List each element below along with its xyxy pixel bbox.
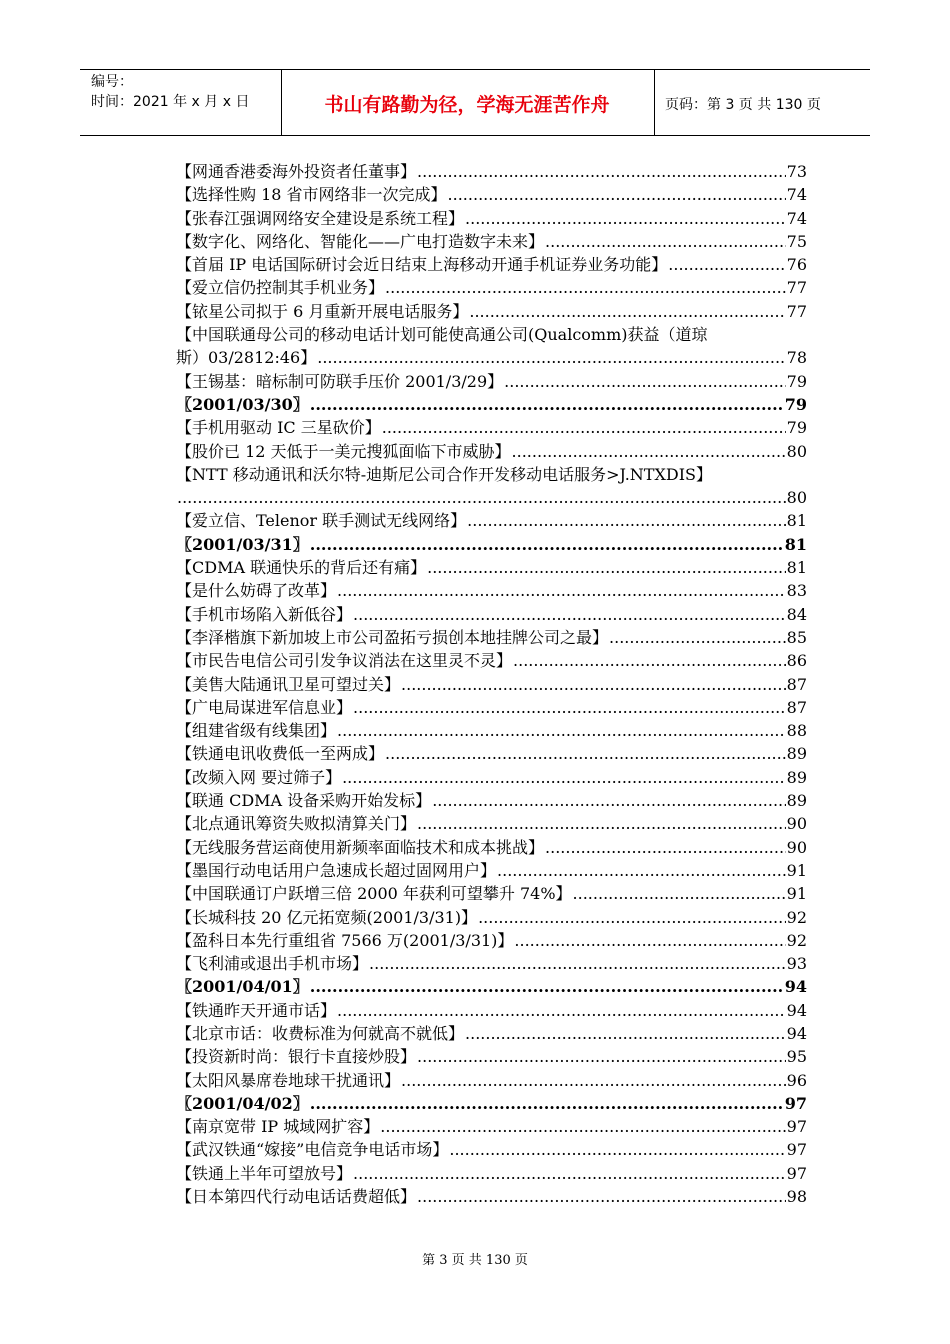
toc-entry[interactable] [176, 440, 807, 463]
toc-entry[interactable] [176, 183, 807, 206]
toc-entry-title: 【投资新时尚：银行卡直接炒股】 [176, 1047, 417, 1067]
toc-page-number: 90 [786, 837, 807, 857]
toc-entry-title: 【无线服务营运商使用新频率面临技术和成本挑战】 [176, 837, 545, 857]
toc-entry[interactable] [176, 929, 807, 952]
toc-page-number: 95 [786, 1047, 807, 1067]
toc-entry-title: 【铁通电讯收费低一至两成】 [176, 744, 385, 764]
toc-entry-row [176, 742, 807, 765]
toc-entry-row [176, 1138, 807, 1161]
toc-entry[interactable] [176, 253, 807, 276]
toc-entry-row [176, 626, 807, 649]
toc-entry[interactable] [176, 789, 807, 812]
toc-entry-title: 【日本第四代行动电话话费超低】 [176, 1187, 417, 1207]
toc-entry-title: 【组建省级有线集团】 [176, 721, 337, 741]
toc-entry-title: 【中国联通订户跃增三倍 2000 年获利可望攀升 74%】 [176, 884, 572, 904]
toc-leader-dots [427, 556, 786, 579]
toc-page-number: 89 [786, 791, 807, 811]
toc-entry-row [176, 276, 807, 299]
toc-page-number: 73 [786, 162, 807, 181]
header-top-rule [80, 69, 870, 70]
toc-entry[interactable] [176, 742, 807, 765]
toc-entry-row [176, 882, 807, 905]
toc-page-number: 75 [786, 231, 807, 251]
toc-page-number: 91 [786, 860, 807, 880]
toc-entry[interactable] [176, 276, 807, 299]
toc-entry-title: 【北点通讯筹资失败拟清算关门】 [176, 814, 417, 834]
toc-page-number: 93 [786, 954, 807, 974]
toc-entry[interactable] [176, 649, 807, 672]
toc-leader-dots [337, 999, 786, 1022]
toc-entry[interactable] [176, 1138, 807, 1161]
toc-entry-title: 【数字化、网络化、智能化——广电打造数字未来】 [176, 231, 545, 251]
toc-leader-dots [342, 766, 786, 789]
toc-page-number: 79 [786, 418, 807, 438]
toc-entry-row [176, 1092, 807, 1115]
toc-entry[interactable] [176, 836, 807, 859]
toc-leader-dots [310, 393, 784, 416]
header-motto: 书山有路勤为径，学海无涯苦作舟 [324, 94, 610, 116]
toc-entry-row [176, 603, 807, 626]
toc-entry-title: 〖2001/03/31〗 [176, 534, 309, 554]
toc-entry[interactable] [176, 207, 807, 230]
toc-page-number: 97 [784, 1093, 807, 1113]
toc-page-number: 79 [784, 394, 807, 414]
toc-leader-dots [417, 1045, 786, 1068]
toc-entry[interactable] [176, 160, 807, 183]
toc-entry[interactable] [176, 626, 807, 649]
toc-leader-dots [449, 1138, 785, 1161]
toc-entry-title: 【王锡基：暗标制可防联手压价 2001/3/29】 [176, 371, 504, 391]
toc-entry-row [176, 859, 807, 882]
toc-date-heading[interactable] [176, 533, 807, 556]
toc-leader-dots [512, 440, 786, 463]
toc-entry-title: 【联通 CDMA 设备采购开始发标】 [176, 791, 432, 811]
toc-leader-dots [448, 183, 786, 206]
toc-entry[interactable] [176, 766, 807, 789]
toc-page-number: 94 [786, 1000, 807, 1020]
toc-entry-row [176, 649, 807, 672]
toc-entry-title: 【飞利浦或退出手机市场】 [176, 954, 369, 974]
toc-entry-title: 【网通香港委海外投资者任董事】 [176, 162, 417, 181]
toc-entry-row [176, 836, 807, 859]
toc-page-number: 98 [786, 1187, 807, 1207]
toc-page-number: 89 [786, 744, 807, 764]
toc-leader-dots [310, 1092, 784, 1115]
toc-page-number: 97 [786, 1163, 807, 1183]
toc-entry-row [176, 1185, 807, 1208]
toc-page-number: 94 [786, 1023, 807, 1043]
toc-entry-title: 【市民告电信公司引发争议消法在这里灵不灵】 [176, 651, 513, 671]
page-info: 页码：第 3 页 共 130 页 [665, 97, 821, 113]
toc-entry-row [176, 579, 807, 602]
date-line: 时间：2021 年 x 月 x 日 [91, 94, 250, 110]
toc-entry[interactable] [176, 952, 807, 975]
toc-date-heading[interactable] [176, 1092, 807, 1115]
toc-entry-row [176, 207, 807, 230]
toc-leader-dots [668, 253, 785, 276]
toc-date-heading[interactable] [176, 393, 807, 416]
toc-leader-dots [353, 1162, 786, 1185]
toc-entry-title: 【武汉铁通“嫁接”电信竞争电话市场】 [176, 1140, 449, 1160]
toc-entry-row [176, 160, 807, 183]
toc-entry-row [176, 1115, 807, 1138]
toc-entry-row [176, 766, 807, 789]
toc-page-number: 91 [786, 884, 807, 904]
toc-entry-title-line1: 【NTT 移动通讯和沃尔特-迪斯尼公司合作开发移动电话服务>J.NTXDIS】 [176, 464, 712, 484]
toc-entry-row [176, 1162, 807, 1185]
toc-leader-dots [401, 673, 786, 696]
toc-entry-title: 【铁通上半年可望放号】 [176, 1163, 353, 1183]
toc-entry[interactable] [176, 230, 807, 253]
toc-entry[interactable] [176, 579, 807, 602]
toc-page-number: 87 [786, 674, 807, 694]
toc-leader-dots [353, 696, 786, 719]
page-footer: 第 3 页 共 130 页 [422, 1253, 528, 1268]
header-bottom-rule [80, 135, 870, 136]
table-of-contents [176, 160, 807, 1208]
toc-entry[interactable] [176, 882, 807, 905]
toc-leader-dots [465, 207, 786, 230]
toc-entry-row [176, 556, 807, 579]
toc-page-number: 97 [786, 1140, 807, 1160]
toc-entry-row [176, 929, 807, 952]
toc-page-number: 94 [784, 977, 807, 997]
header-divider-right [654, 69, 655, 136]
toc-leader-dots [432, 789, 785, 812]
toc-page-number: 96 [786, 1070, 807, 1090]
toc-entry-title: 【北京市话：收费标准为何就高不就低】 [176, 1023, 465, 1043]
toc-leader-dots [385, 276, 786, 299]
toc-entry-title: 〖2001/04/01〗 [176, 977, 309, 997]
toc-entry-row [176, 533, 807, 556]
toc-entry-title: 【太阳风暴席卷地球干扰通讯】 [176, 1070, 401, 1090]
toc-entry[interactable] [176, 673, 807, 696]
toc-entry-row [176, 952, 807, 975]
toc-entry-title: 【手机市场陷入新低谷】 [176, 604, 353, 624]
toc-entry[interactable] [176, 696, 807, 719]
toc-entry[interactable] [176, 370, 807, 393]
toc-page-number: 78 [786, 348, 807, 368]
toc-page-number: 81 [784, 534, 807, 554]
toc-entry-title: 【爱立信、Telenor 联手测试无线网络】 [176, 511, 467, 531]
toc-leader-dots [337, 579, 786, 602]
toc-leader-dots [417, 1185, 786, 1208]
toc-entry-title: 【铁通昨天开通市话】 [176, 1000, 337, 1020]
toc-entry-title: 【CDMA 联通快乐的背后还有痛】 [176, 558, 427, 578]
toc-entry-row [176, 440, 807, 463]
toc-entry[interactable] [176, 556, 807, 579]
toc-entry-title: 【张春江强调网络安全建设是系统工程】 [176, 208, 465, 228]
toc-leader-dots [609, 626, 786, 649]
toc-entry[interactable] [176, 719, 807, 742]
toc-entry-row [176, 230, 807, 253]
toc-page-number: 80 [786, 488, 807, 508]
toc-page-number: 92 [786, 907, 807, 927]
toc-page-number: 92 [786, 930, 807, 950]
toc-page-number: 74 [786, 208, 807, 228]
toc-leader-dots [337, 719, 786, 742]
toc-page-number: 86 [786, 651, 807, 671]
toc-entry-row [176, 253, 807, 276]
toc-entry-title: 〖2001/04/02〗 [176, 1093, 309, 1113]
toc-leader-dots [310, 533, 784, 556]
toc-entry[interactable] [176, 1022, 807, 1045]
toc-leader-dots [513, 649, 786, 672]
toc-leader-dots [417, 160, 786, 183]
toc-leader-dots [401, 1069, 786, 1092]
toc-entry-row [176, 1022, 807, 1045]
toc-entry-row [176, 719, 807, 742]
toc-entry[interactable] [176, 859, 807, 882]
toc-leader-dots [514, 929, 785, 952]
toc-leader-dots [177, 486, 786, 509]
toc-leader-dots [369, 952, 786, 975]
toc-page-number: 74 [786, 185, 807, 205]
toc-entry-row [176, 1045, 807, 1068]
toc-page-number: 87 [786, 697, 807, 717]
toc-entry-title: 【南京宽带 IP 城域网扩容】 [176, 1117, 380, 1137]
toc-entry-row [176, 673, 807, 696]
toc-entry[interactable] [176, 1045, 807, 1068]
toc-page-number: 83 [786, 581, 807, 601]
toc-entry[interactable] [176, 509, 807, 532]
toc-entry-title: 【爱立信仍控制其手机业务】 [176, 278, 385, 298]
toc-entry[interactable] [176, 323, 807, 370]
toc-entry-title: 【股价已 12 天低于一美元搜狐面临下市威胁】 [176, 441, 511, 461]
toc-page-number: 89 [786, 767, 807, 787]
toc-page-number: 77 [786, 301, 807, 321]
toc-leader-dots [310, 975, 784, 998]
toc-entry-row [176, 509, 807, 532]
toc-leader-dots [465, 1022, 786, 1045]
toc-entry[interactable] [176, 999, 807, 1022]
toc-entry-title: 【李泽楷旗下新加坡上市公司盈拓亏损创本地挂牌公司之最】 [176, 627, 609, 647]
toc-entry-title: 【铱星公司拟于 6 月重新开展电话服务】 [176, 301, 469, 321]
toc-page-number: 88 [786, 721, 807, 741]
toc-entry-row [176, 1069, 807, 1092]
toc-entry-row [176, 999, 807, 1022]
toc-page-number: 85 [786, 627, 807, 647]
serial-label: 编号： [91, 74, 133, 90]
toc-entry-title: 【墨国行动电话用户急速成长超过固网用户】 [176, 860, 497, 880]
toc-entry[interactable] [176, 1185, 807, 1208]
toc-leader-dots [504, 370, 786, 393]
toc-entry-row [176, 975, 807, 998]
toc-leader-dots [417, 812, 786, 835]
toc-entry-row [176, 300, 807, 323]
toc-entry[interactable] [176, 812, 807, 835]
toc-entry-title: 【盈科日本先行重组省 7566 万(2001/3/31)】 [176, 930, 514, 950]
toc-page-number: 79 [786, 371, 807, 391]
toc-entry-row [176, 812, 807, 835]
toc-date-heading[interactable] [176, 975, 807, 998]
toc-entry[interactable] [176, 906, 807, 929]
toc-entry-row [176, 696, 807, 719]
toc-page-number: 80 [786, 441, 807, 461]
toc-entry[interactable] [176, 300, 807, 323]
toc-entry-row [176, 789, 807, 812]
toc-leader-dots [317, 346, 785, 369]
toc-leader-dots [545, 230, 786, 253]
toc-leader-dots [469, 300, 785, 323]
toc-entry[interactable] [176, 1115, 807, 1138]
toc-leader-dots [573, 882, 786, 905]
toc-entry-title: 【是什么妨碍了改革】 [176, 581, 337, 601]
toc-entry-row [176, 906, 807, 929]
toc-leader-dots [382, 416, 786, 439]
toc-entry-title: 〖2001/03/30〗 [176, 394, 309, 414]
toc-entry-title: 【手机用驱动 IC 三星砍价】 [176, 418, 381, 438]
toc-entry-row [176, 416, 807, 439]
toc-entry-row [176, 370, 807, 393]
toc-entry-row [176, 183, 807, 206]
toc-entry-row [176, 393, 807, 416]
toc-entry-row [176, 346, 807, 369]
toc-page-number: 97 [786, 1117, 807, 1137]
toc-leader-dots [385, 742, 786, 765]
toc-entry[interactable] [176, 463, 807, 510]
toc-entry-title-line1: 【中国联通母公司的移动电话计划可能使高通公司(Qualcomm)获益（道琼 [176, 325, 708, 345]
toc-leader-dots [478, 906, 786, 929]
toc-entry[interactable] [176, 603, 807, 626]
toc-entry-title: 【改频入网 要过筛子】 [176, 767, 342, 787]
toc-page-number: 76 [786, 255, 807, 275]
toc-entry[interactable] [176, 1162, 807, 1185]
toc-entry-title: 【选择性购 18 省市网络非一次完成】 [176, 185, 447, 205]
toc-entry[interactable] [176, 416, 807, 439]
toc-page-number: 81 [786, 558, 807, 578]
toc-page-number: 84 [786, 604, 807, 624]
toc-page-number: 90 [786, 814, 807, 834]
toc-entry-title: 【长城科技 20 亿元拓宽频(2001/3/31)】 [176, 907, 478, 927]
toc-leader-dots [353, 603, 786, 626]
toc-leader-dots [467, 509, 785, 532]
toc-leader-dots [545, 836, 786, 859]
toc-leader-dots [497, 859, 786, 882]
toc-entry-title: 【美售大陆通讯卫星可望过关】 [176, 674, 401, 694]
toc-entry-title: 【首届 IP 电话国际研讨会近日结束上海移动开通手机证券业务功能】 [176, 255, 668, 275]
toc-entry[interactable] [176, 1069, 807, 1092]
toc-entry-title: 斯）03/2812:46】 [176, 348, 317, 368]
toc-entry-title: 【广电局谋进军信息业】 [176, 697, 353, 717]
toc-page-number: 77 [786, 278, 807, 298]
toc-leader-dots [380, 1115, 785, 1138]
toc-page-number: 81 [786, 511, 807, 531]
toc-entry-row [176, 486, 807, 509]
